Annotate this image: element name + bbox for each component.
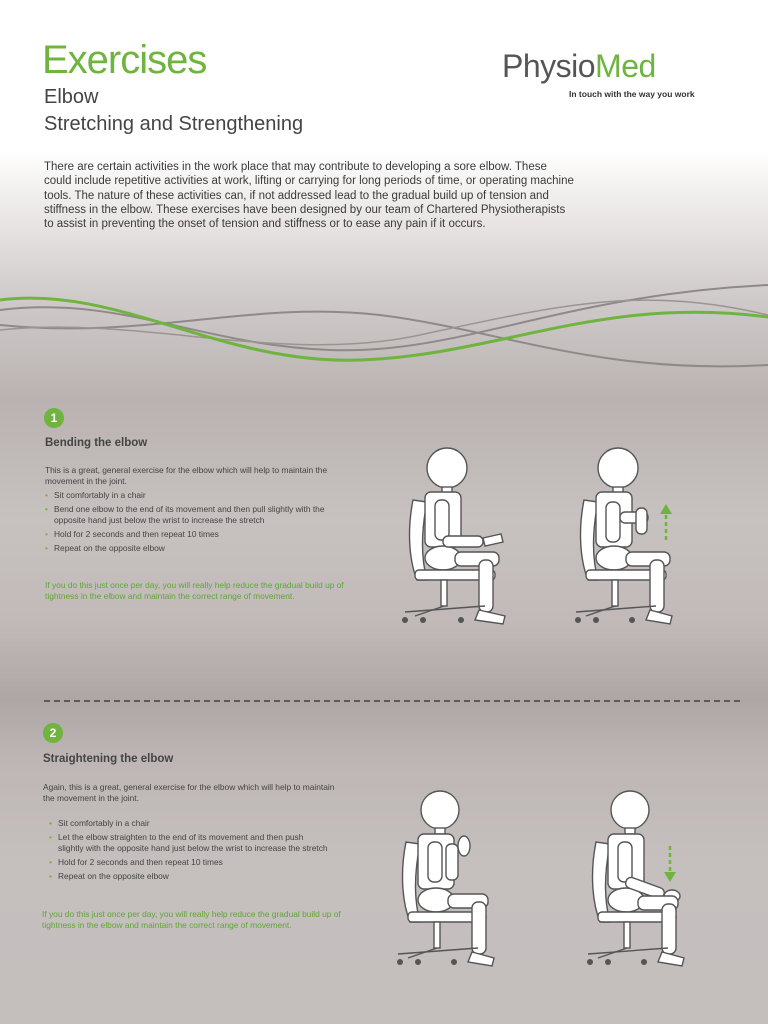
intro-paragraph: There are certain activities in the work place that may contribute to developing a sore elbow. These could include repetitive activities at work, lifting or carrying for long periods of time, or operating machine tools. The nature of these activities can, if not addressed lead to the gradual build up of tension and stiffness in the elbow. These exercises have been designed by our team of Chartered Physiotherapists to assist in preventing the onset of tension and stiffness or to ease any pain if it occurs. [44,161,574,231]
physiomed-logo [502,48,742,98]
exercise-2-step: • Let the elbow straighten to the end of its movement and then push slightly with the opposite hand just below the wrist to increase the stretch [49,832,329,854]
exercise-2-description: Again, this is a great, general exercise for the elbow which will help to maintain the movement in the joint. [43,782,335,803]
logo-med-text: Med [595,48,656,84]
section-divider [44,700,740,702]
exercise-2-title: Straightening the elbow [43,753,174,765]
exercise-1-note: If you do this just once per day, you will really help reduce the gradual build up of tightness in the elbow and maintain the correct range of movement. [45,580,344,601]
arrow-up-icon [660,504,672,540]
arrow-down-icon [664,846,676,882]
page-subtitle-line2: Stretching and Strengthening [44,113,304,135]
page-subtitle-line1: Elbow [44,86,99,108]
exercise-2-figure-start [390,784,510,974]
exercise-1-figure-start [395,440,525,630]
logo-wordmark [502,48,656,85]
exercise-2-figure-end [578,784,698,974]
exercise-2-step: • Hold for 2 seconds and then repeat 10 times [49,857,329,868]
exercise-1-figure-end [570,440,690,630]
exercise-1-number-badge: 1 [44,408,64,428]
exercise-1-step: • Bend one elbow to the end of its movement and then pull slightly with the opposite hand just below the wrist to increase the stretch [45,504,350,526]
exercise-2-step: • Sit comfortably in a chair [49,818,329,829]
logo-physio-text: Physio [502,48,596,84]
logo-tagline: In touch with the way you work [569,89,695,99]
exercise-1-title: Bending the elbow [45,437,148,449]
wave-gray-3 [0,300,768,345]
exercise-1-description: This is a great, general exercise for the elbow which will help to maintain the movement in the joint. [45,465,328,486]
exercise-2-number-badge: 2 [43,723,63,743]
exercise-2-step: • Repeat on the opposite elbow [49,871,329,882]
exercise-2-steps [49,818,329,885]
exercise-1-step: • Sit comfortably in a chair [45,490,350,501]
decorative-waves [0,255,768,385]
exercise-2-note: If you do this just once per day, you will really help reduce the gradual build up of tightness in the elbow and maintain the correct range of movement. [42,909,341,930]
exercise-1-step: • Repeat on the opposite elbow [45,543,350,554]
page-title: Exercises [42,38,207,82]
exercise-1-step: • Hold for 2 seconds and then repeat 10 times [45,529,350,540]
exercise-1-steps [45,490,350,557]
